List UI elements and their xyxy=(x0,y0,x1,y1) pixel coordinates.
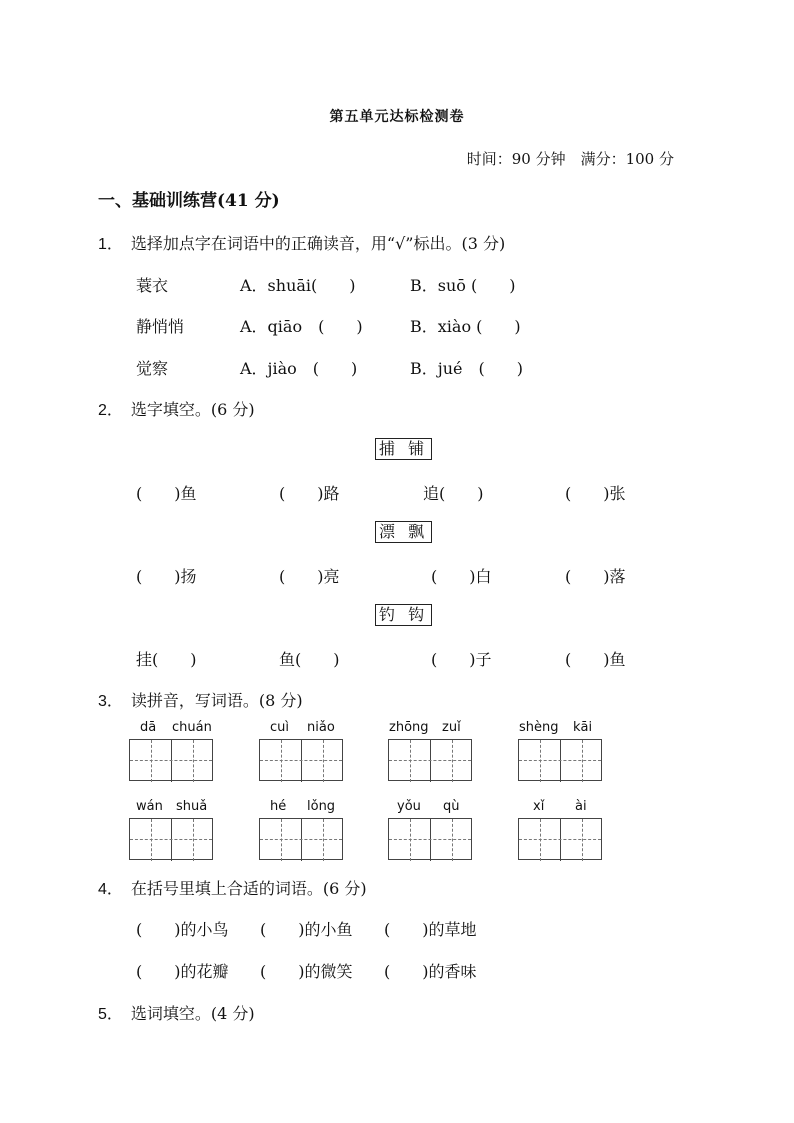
writing-grid[interactable] xyxy=(259,739,343,781)
q1-option-b: B．xiào ( ) xyxy=(410,317,521,336)
question-number: 3． xyxy=(98,693,123,710)
fill-blank-item: ( )亮 xyxy=(279,567,340,586)
fill-blank-item: ( )路 xyxy=(279,484,340,503)
char-choice-box: 漂 飘 xyxy=(375,521,432,543)
pinyin-label: zuǐ xyxy=(442,720,461,735)
fill-blank-item: 挂( ) xyxy=(136,650,197,669)
writing-grid[interactable] xyxy=(518,818,602,860)
section-heading: 一、基础训练营(41 分) xyxy=(98,191,280,211)
fill-blank-item: 鱼( ) xyxy=(279,650,340,669)
fill-blank-item: ( )的花瓣 xyxy=(136,962,229,981)
question-text: 选择加点字在词语中的正确读音，用“√”标出。(3 分) xyxy=(130,234,506,253)
pinyin-label: niǎo xyxy=(307,720,335,735)
question-5 xyxy=(98,1001,255,1024)
fill-blank-item: ( )鱼 xyxy=(565,650,626,669)
pinyin-label: xǐ xyxy=(533,799,545,814)
fill-blank-item: ( )扬 xyxy=(136,567,197,586)
q1-word: 觉察 xyxy=(136,359,169,378)
q1-word: 静悄悄 xyxy=(136,317,185,336)
q1-option-b: B．suō ( ) xyxy=(410,276,516,295)
pinyin-label: shuǎ xyxy=(176,799,208,814)
writing-grid[interactable] xyxy=(518,739,602,781)
pinyin-label: kāi xyxy=(573,720,593,735)
q1-option-a: A．jiào ( ) xyxy=(240,359,358,378)
q1-option-a: A．qiāo ( ) xyxy=(240,317,363,336)
pinyin-label: cuì xyxy=(270,720,289,735)
question-number: 4． xyxy=(98,881,123,898)
fill-blank-item: ( )张 xyxy=(565,484,626,503)
question-number: 5． xyxy=(98,1006,123,1023)
pinyin-label: dā xyxy=(140,720,157,735)
fill-blank-item: ( )子 xyxy=(431,650,492,669)
fill-blank-item: ( )白 xyxy=(431,567,492,586)
pinyin-label: ài xyxy=(575,799,587,814)
question-number: 1． xyxy=(98,236,123,253)
question-1 xyxy=(98,231,505,254)
fill-blank-item: ( )的小鱼 xyxy=(260,920,353,939)
page-title: 第五单元达标检测卷 xyxy=(329,109,465,125)
question-4 xyxy=(98,876,367,899)
pinyin-label: qù xyxy=(443,799,460,814)
question-number: 2． xyxy=(98,402,123,419)
fill-blank-item: ( )鱼 xyxy=(136,484,197,503)
fill-blank-item: ( )的草地 xyxy=(384,920,477,939)
pinyin-label: lǒng xyxy=(307,799,336,814)
fill-blank-item: 追( ) xyxy=(423,484,484,503)
pinyin-label: chuán xyxy=(172,720,212,735)
question-3 xyxy=(98,688,303,711)
writing-grid[interactable] xyxy=(259,818,343,860)
pinyin-label: shèng xyxy=(519,720,559,735)
q1-word: 蓑衣 xyxy=(136,276,169,295)
pinyin-label: hé xyxy=(270,799,287,814)
question-text: 在括号里填上合适的词语。(6 分) xyxy=(130,879,367,898)
q1-option-a: A．shuāi( ) xyxy=(240,276,356,295)
question-text: 选字填空。(6 分) xyxy=(130,400,255,419)
fill-blank-item: ( )的小鸟 xyxy=(136,920,229,939)
question-text: 读拼音，写词语。(8 分) xyxy=(130,691,303,710)
question-2 xyxy=(98,397,255,420)
pinyin-label: yǒu xyxy=(397,799,421,814)
writing-grid[interactable] xyxy=(129,739,213,781)
char-choice-box: 钓 钩 xyxy=(375,604,432,626)
q1-option-b: B．jué ( ) xyxy=(410,359,523,378)
writing-grid[interactable] xyxy=(129,818,213,860)
writing-grid[interactable] xyxy=(388,818,472,860)
fill-blank-item: ( )的香味 xyxy=(384,962,477,981)
char-choice-box: 捕 铺 xyxy=(375,438,432,460)
question-text: 选词填空。(4 分) xyxy=(130,1004,255,1023)
pinyin-label: zhōng xyxy=(389,720,429,735)
fill-blank-item: ( )落 xyxy=(565,567,626,586)
pinyin-label: wán xyxy=(136,799,163,814)
fill-blank-item: ( )的微笑 xyxy=(260,962,353,981)
writing-grid[interactable] xyxy=(388,739,472,781)
exam-meta: 时间：90 分钟 满分：100 分 xyxy=(466,150,674,168)
